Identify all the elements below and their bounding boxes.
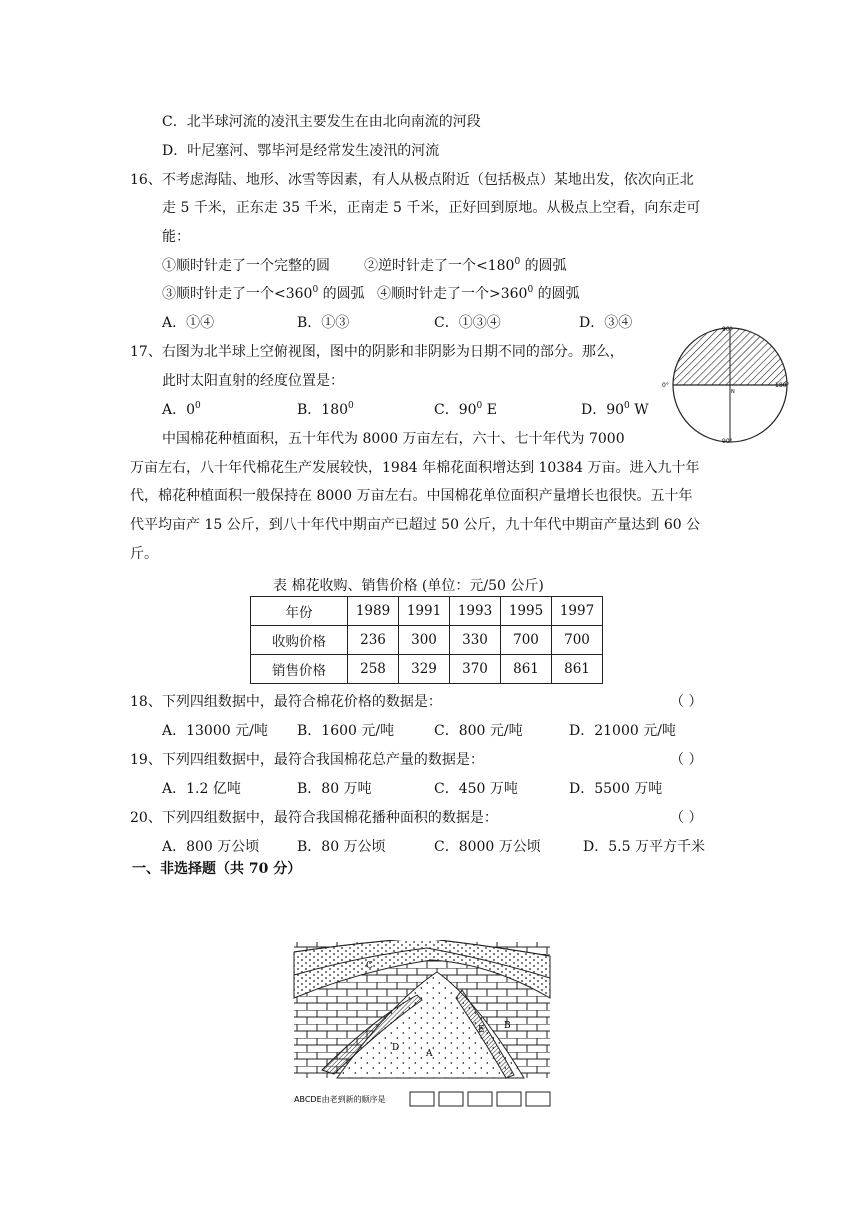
table-caption: 表 棉花收购、销售价格 (单位：元/50 公斤) (273, 578, 544, 594)
table-cell: 370 (450, 655, 501, 684)
order-caption: ABCDE由老到新的顺序是 (294, 1095, 386, 1104)
table-cell: 1995 (501, 597, 552, 626)
table-cell: 236 (348, 626, 399, 655)
q17-choice-b: B．$180^0$ (297, 401, 354, 418)
table-cell: 1993 (450, 597, 501, 626)
q18-choice-c: C．800 元/吨 (434, 723, 523, 739)
table-cell: 300 (399, 626, 450, 655)
q16-choice-d: D．③④ (579, 315, 633, 331)
q16-choice-b: B．①③ (297, 315, 350, 331)
q20-stem: 20、下列四组数据中，最符合我国棉花播种面积的数据是： (130, 810, 498, 826)
table-cell: 861 (552, 655, 603, 684)
section-heading: 一、非选择题（共 70 分） (132, 861, 302, 877)
table-cell: 329 (399, 655, 450, 684)
table-cell: 700 (501, 626, 552, 655)
q16-stem-line2: 走 5 千米，正东走 35 千米，正南走 5 千米，正好回到原地。从极点上空看，向东走可 (162, 200, 701, 216)
q19-answer-blank[interactable]: （ ） (670, 752, 703, 768)
order-box[interactable] (439, 1092, 463, 1106)
paragraph-line4: 代平均亩产 15 公斤，到八十年代中期亩产已超过 50 公斤，九十年代中期亩产量达到 60 公 (130, 517, 701, 533)
q20-choice-c: C．8000 万公顷 (434, 839, 541, 855)
q18-answer-blank[interactable]: （ ） (670, 694, 703, 710)
table-header-row (251, 597, 603, 626)
rock-label-d: D (392, 1043, 400, 1053)
q20-choice-a: A．800 万公顷 (162, 839, 260, 855)
rock-label-e: E (478, 1025, 485, 1035)
q17-stem-line1: 17、右图为北半球上空俯视图，图中的阴影和非阴影为日期不同的部分。那么， (130, 344, 624, 360)
table-cell: 1997 (552, 597, 603, 626)
table-cell: 861 (501, 655, 552, 684)
q16-statement-1: ①顺时针走了一个完整的圆 (162, 258, 330, 274)
order-box[interactable] (497, 1092, 521, 1106)
q17-choice-c: C．$90^0$ E (434, 401, 497, 418)
paragraph-line3: 代，棉花种植面积一般保持在 8000 万亩左右。中国棉花单位面积产量增长也很快。五十年 (130, 488, 693, 504)
q20-choice-b: B．80 万公顷 (297, 839, 386, 855)
q17-choice-a: A．$0^0$ (162, 401, 201, 418)
table-cell: 年份 (251, 597, 348, 626)
order-box[interactable] (468, 1092, 492, 1106)
q15-option-c: C．北半球河流的凌汛主要发生在由北向南流的河段 (162, 114, 481, 130)
q19-choice-c: C．450 万吨 (434, 781, 518, 797)
q16-choice-c: C．①③④ (434, 315, 501, 331)
q20-choice-d: D．5.5 万平方千米 (583, 839, 705, 855)
paragraph-line5: 斤。 (130, 546, 158, 562)
rock-label-c: C (366, 961, 373, 971)
q16-statement-2: ②逆时针走了一个$<180^0$ 的圆弧 (364, 257, 567, 274)
polar-view-diagram (658, 325, 798, 445)
q16-statement-3: ③顺时针走了一个$<360^0$ 的圆弧 (162, 285, 365, 302)
q19-choice-d: D．5500 万吨 (569, 781, 663, 797)
q16-stem-line1: 16、不考虑海陆、地形、冰雪等因素，有人从极点附近（包括极点）某地出发，依次向正北 (130, 172, 694, 188)
table-cell: 销售价格 (251, 655, 348, 684)
q16-statement-4: ④顺时针走了一个$>360^0$ 的圆弧 (377, 285, 580, 302)
q15-option-d: D．叶尼塞河、鄂毕河是经常发生凌汛的河流 (162, 143, 440, 159)
order-box[interactable] (410, 1092, 434, 1106)
label-right-180: 180° (775, 382, 790, 389)
geology-cross-section (292, 940, 554, 1110)
label-bottom-90: 90° (722, 438, 733, 445)
q16-stem-line3: 能： (162, 229, 190, 245)
rock-label-b: B (504, 1021, 511, 1031)
rock-label-a: A (426, 1049, 433, 1059)
price-table (250, 596, 603, 684)
q18-stem: 18、下列四组数据中，最符合棉花价格的数据是： (130, 694, 442, 710)
table-cell: 330 (450, 626, 501, 655)
q16-choice-a: A．①④ (162, 315, 215, 331)
q18-choice-b: B．1600 元/吨 (297, 723, 395, 739)
q19-choice-b: B．80 万吨 (297, 781, 372, 797)
q18-choice-a: A．13000 元/吨 (162, 723, 268, 739)
table-row (251, 626, 603, 655)
table-cell: 1991 (399, 597, 450, 626)
paragraph-line1: 中国棉花种植面积，五十年代为 8000 万亩左右，六十、七十年代为 7000 (162, 431, 625, 447)
q18-choice-d: D．21000 元/吨 (569, 723, 676, 739)
table-cell: 700 (552, 626, 603, 655)
paragraph-line2: 万亩左右，八十年代棉花生产发展较快，1984 年棉花面积增达到 10384 万亩。进入九十年 (130, 460, 700, 476)
table-row (251, 655, 603, 684)
q19-stem: 19、下列四组数据中，最符合我国棉花总产量的数据是： (130, 752, 484, 768)
table-cell: 258 (348, 655, 399, 684)
q17-choice-d: D．$90^0$ W (581, 401, 649, 418)
q17-stem-line2: 此时太阳直射的经度位置是： (162, 373, 344, 389)
q19-choice-a: A．1.2 亿吨 (162, 781, 241, 797)
order-box[interactable] (526, 1092, 550, 1106)
q20-answer-blank[interactable]: （ ） (670, 810, 703, 826)
label-center-n: N (731, 389, 735, 395)
label-left-0: 0° (662, 382, 669, 389)
label-top-90: 90° (722, 326, 733, 333)
table-cell: 收购价格 (251, 626, 348, 655)
table-cell: 1989 (348, 597, 399, 626)
